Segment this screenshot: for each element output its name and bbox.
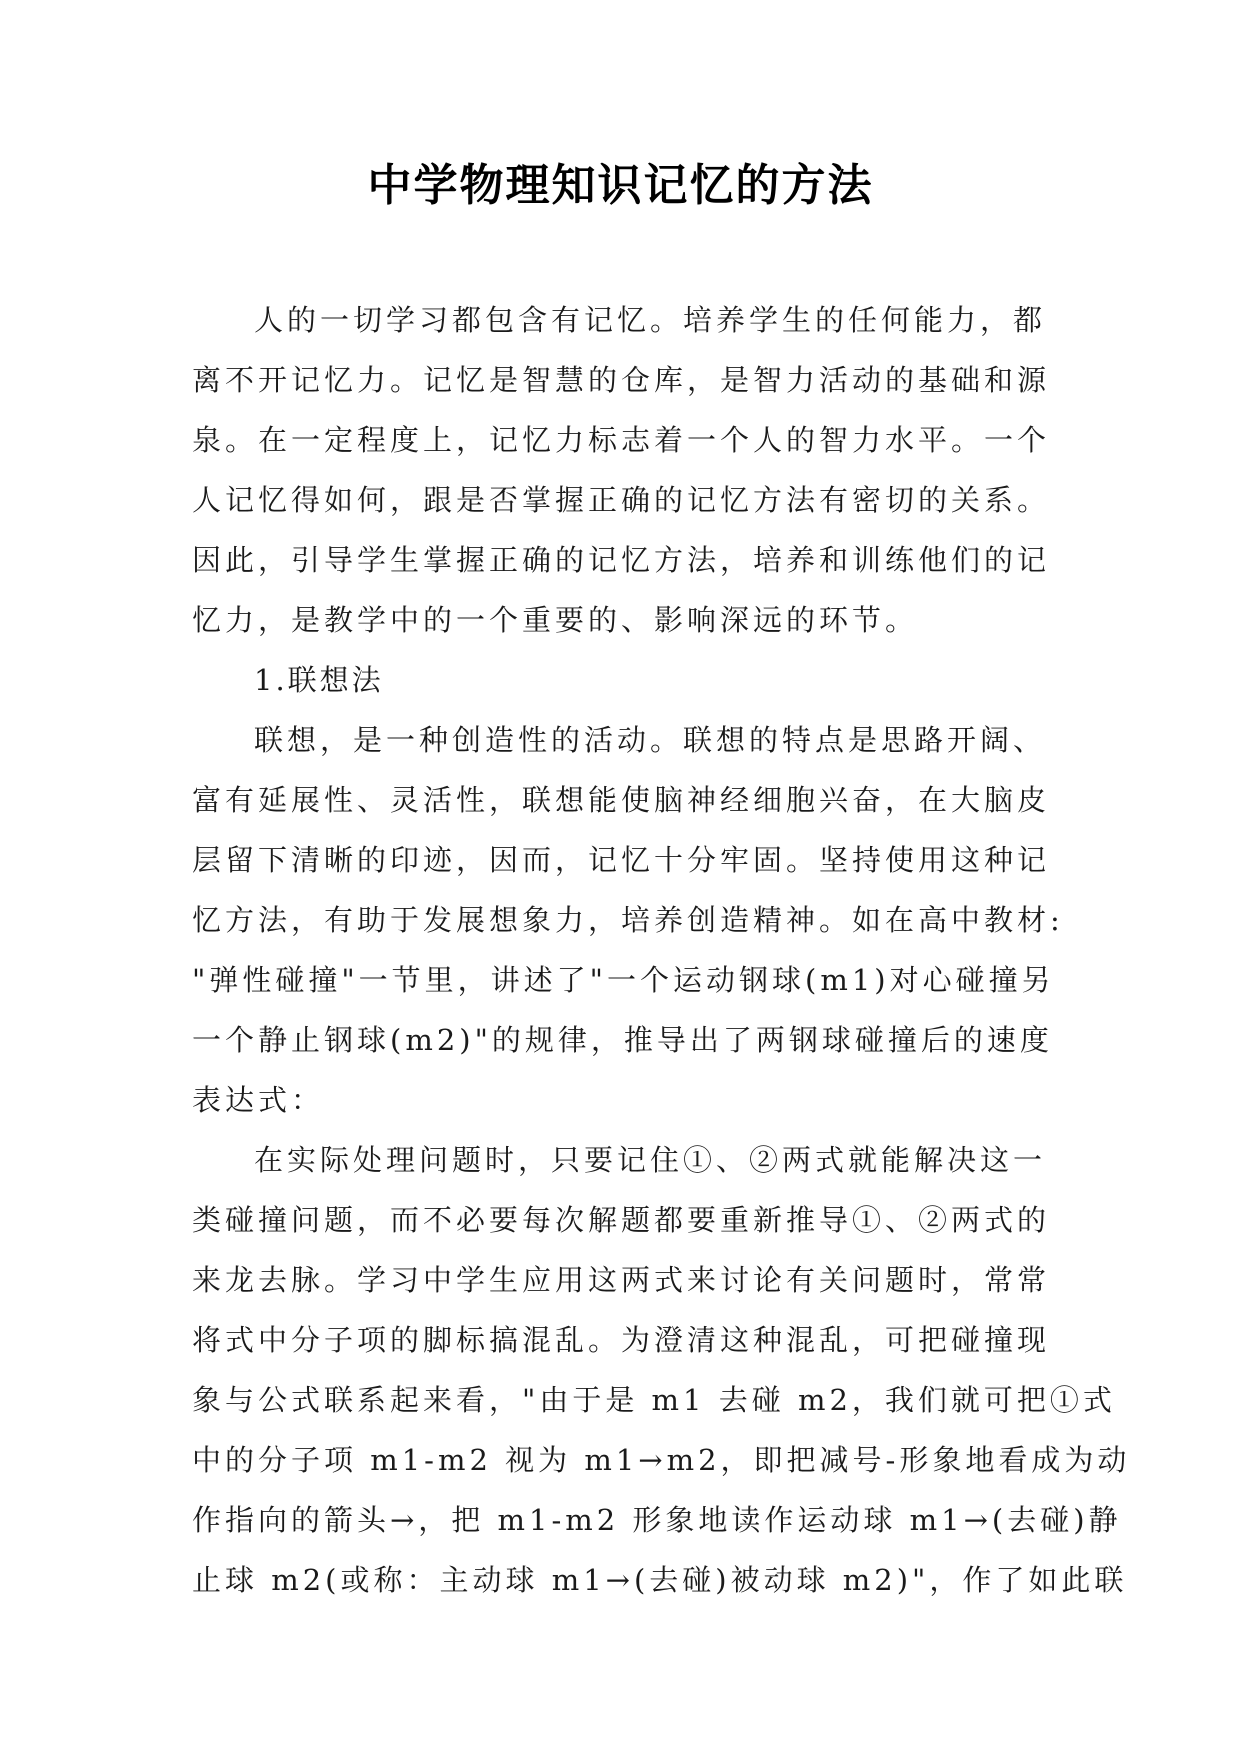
paragraph-line: 层留下清晰的印迹，因而，记忆十分牢固。坚持使用这种记: [192, 843, 1051, 877]
paragraph-line: 一个静止钢球(m2)"的规律，推导出了两钢球碰撞后的速度: [192, 1023, 1053, 1057]
paragraph-line: 因此，引导学生掌握正确的记忆方法，培养和训练他们的记: [192, 543, 1051, 577]
paragraph-line: 离不开记忆力。记忆是智慧的仓库，是智力活动的基础和源: [192, 363, 1051, 397]
paragraph-line: 来龙去脉。学习中学生应用这两式来讨论有关问题时，常常: [192, 1263, 1051, 1297]
paragraph-line: 表达式：: [192, 1083, 325, 1117]
paragraph-line: 象与公式联系起来看，"由于是 m1 去碰 m2，我们就可把①式: [192, 1383, 1116, 1417]
paragraph-line: 泉。在一定程度上，记忆力标志着一个人的智力水平。一个: [192, 423, 1051, 457]
paragraph-line: 类碰撞问题，而不必要每次解题都要重新推导①、②两式的: [192, 1203, 1051, 1237]
paragraph-line: "弹性碰撞"一节里，讲述了"一个运动钢球(m1)对心碰撞另: [192, 963, 1055, 997]
paragraph-line: 中的分子项 m1-m2 视为 m1→m2，即把减号-形象地看成为动: [192, 1443, 1131, 1477]
paragraph-line: 将式中分子项的脚标搞混乱。为澄清这种混乱，可把碰撞现: [192, 1323, 1051, 1357]
paragraph-line: 人的一切学习都包含有记忆。培养学生的任何能力，都: [254, 303, 1047, 337]
paragraph-line: 人记忆得如何，跟是否掌握正确的记忆方法有密切的关系。: [192, 483, 1051, 517]
document-title: 中学物理知识记忆的方法: [367, 160, 874, 211]
paragraph-line: 忆方法，有助于发展想象力，培养创造精神。如在高中教材:: [192, 903, 1064, 937]
paragraph-line: 联想，是一种创造性的活动。联想的特点是思路开阔、: [254, 723, 1047, 757]
paragraph-line: 忆力，是教学中的一个重要的、影响深远的环节。: [192, 603, 919, 637]
paragraph-line: 作指向的箭头→，把 m1-m2 形象地读作运动球 m1→(去碰)静: [192, 1503, 1122, 1537]
document-body: [192, 290, 1131, 1610]
paragraph-line: 止球 m2(或称：主动球 m1→(去碰)被动球 m2)"，作了如此联: [192, 1563, 1128, 1597]
section-heading: 1.联想法: [254, 663, 384, 697]
paragraph-line: 富有延展性、灵活性，联想能使脑神经细胞兴奋，在大脑皮: [192, 783, 1051, 817]
paragraph-line: 在实际处理问题时，只要记住①、②两式就能解决这一: [254, 1143, 1047, 1177]
